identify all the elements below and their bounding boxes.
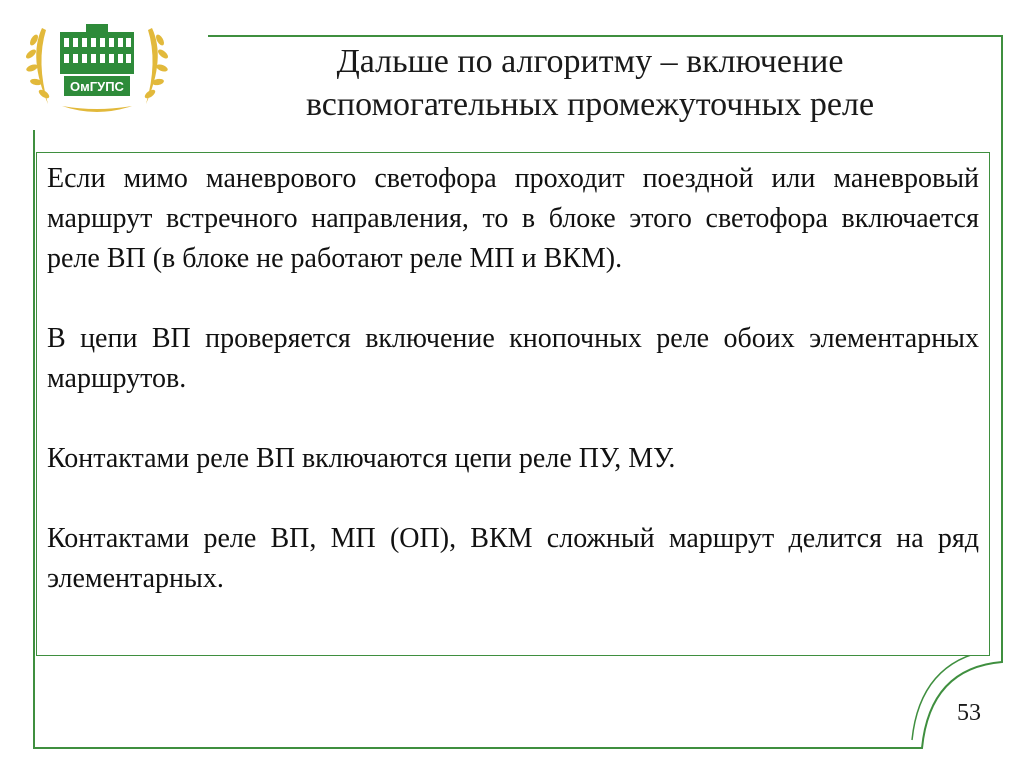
- logo-text: ОмГУПС: [70, 79, 124, 94]
- content-box: [36, 152, 990, 656]
- paragraph-3: Контактами реле ВП включаются цепи реле ПУ, МУ.: [47, 443, 676, 474]
- page-number: 53: [957, 700, 981, 726]
- paragraph-2: В цепи ВП проверяется включение кнопочных реле обоих элементарных маршрутов.: [47, 323, 979, 394]
- slide-title: Дальше по алгоритму – включение вспомогательных промежуточных реле: [305, 43, 875, 123]
- omgups-logo: [22, 18, 172, 118]
- paragraph-1: Если мимо маневрового светофора проходит поездной или маневровый маршрут встречного направления, то в блоке этого светофора включается реле ВП (в блоке не работают реле МП и ВКМ).: [47, 163, 979, 274]
- building-icon: [60, 24, 134, 74]
- paragraph-4: Контактами реле ВП, МП (ОП), ВКМ сложный маршрут делится на ряд элементарных.: [47, 523, 979, 594]
